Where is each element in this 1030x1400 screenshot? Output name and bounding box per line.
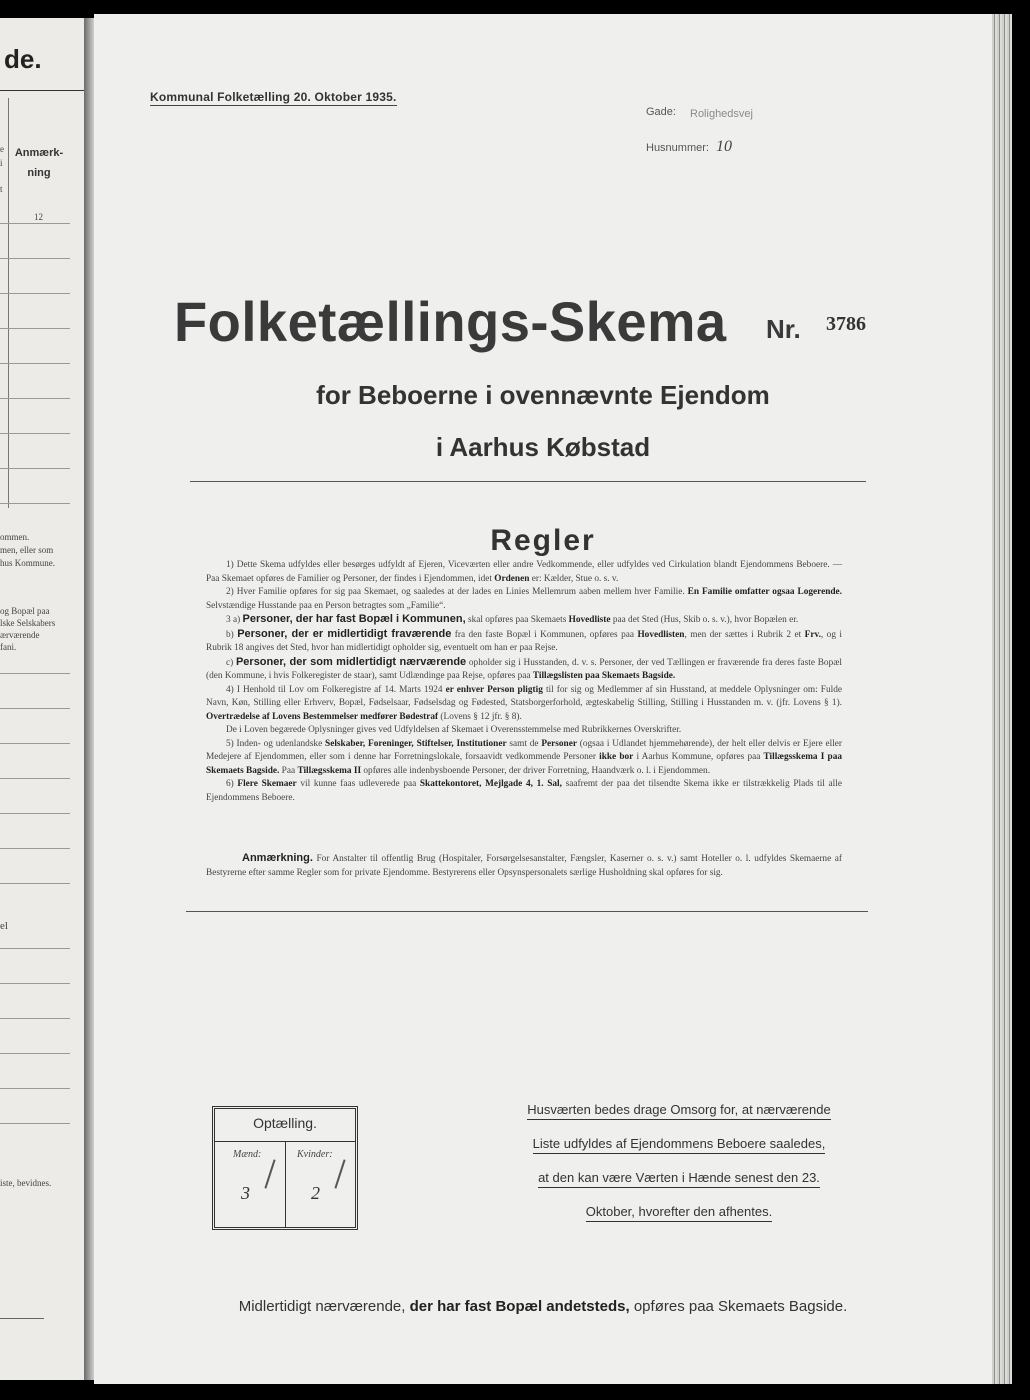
house-number-label: Husnummer: [646,142,709,154]
left-rule [0,848,70,849]
form-subtitle: for Beboerne i ovennævnte Ejendom [316,380,770,410]
men-label: Mænd: [233,1149,262,1160]
left-text-fragment: ommen. [0,532,30,542]
left-text-fragment: lske Selskabers [0,618,56,628]
book-gutter [84,18,94,1380]
left-text-fragment: ærværende [0,630,40,640]
left-rule [0,948,70,949]
note-label: Anmærkning. [242,852,313,864]
note-text: For Anstalter til offentlig Brug (Hospitaler, Forsørgelsesanstalter, Fængsler, Kaserner o. s. v.) samt Hoteller o. l. udfyldes Skemaerne af Bestyrerne efter samme Regler som for private Ejendomme. Bestyrerens eller Opsynspersonalets særlige Husholdning skal opføres for sig. [206,854,842,878]
census-header-label: Kommunal Folketælling 20. Oktober 1935. [150,90,397,104]
rule-5: 5) Inden- og udenlandske Selskaber, Foreninger, Stiftelser, Institutioner samt de Personer (ogsaa i Udlandet hjemmehørende), der helt eller delvis er Ejere eller Medejere af Ejendommen, eller som i denne har Forretningslokale, forsaavidt vedkommende Personer ikke bor i Aarhus Kommune, opføres paa Tillægsskema I paa Skemaets Bagside. Paa Tillægsskema II opføres alle indenbysboende Personer, der driver Forretning, Haandværk o. l. i Ejendommen. [206,738,842,776]
left-column-number: 12 [34,212,43,222]
previous-page-strip [0,18,84,1380]
left-text-fragment: hus Kommune. [0,558,55,568]
count-title: Optælling. [253,1115,317,1131]
rule-6: 6) Flere Skemaer vil kunne faas udleverede paa Skattekontoret, Mejlgade 4, 1. Sal, saafremt der paa det tilsendte Skema ikke er tilstrækkelig Plads til alle Ejendommens Beboere. [206,779,842,803]
left-rule [0,1123,70,1124]
left-rule [0,813,70,814]
rule-2: 2) Hver Familie opføres for sig paa Skemaet, og saaledes at der lades en Linies Mellemrum aaben mellem hver Familie. En Familie omfatter ogsaa Logerende. Selvstændige Husstande paa en Person betragtes som „Familie“. [206,587,842,611]
left-text-fragment: men, eller som [0,545,54,555]
left-rule [0,1018,70,1019]
left-rule [0,223,70,224]
men-count: 3 [241,1183,250,1203]
landlord-notice [514,1096,844,1232]
left-rule [0,328,70,329]
left-rule [0,1053,70,1054]
left-text-fragment: el [0,920,8,932]
left-rule [0,778,70,779]
notice-line: Liste udfyldes af Ejendommens Beboere saaledes, [514,1130,844,1164]
left-rule [0,708,70,709]
left-rule [0,363,70,364]
rules-text [206,559,842,805]
left-rule [0,503,70,504]
checkmark-icon [264,1159,275,1188]
left-text-fragment: iste, bevidnes. [0,1178,52,1188]
form-title: Folketællings-Skema [174,290,727,353]
left-text-fragment: og Bopæl paa [0,606,50,616]
rules-heading: Regler [490,524,596,557]
notice-line: Husværten bedes drage Omsorg for, at nærværende [514,1096,844,1130]
form-number-value: 3786 [826,313,866,335]
stacked-page-edges [992,14,1012,1384]
left-col-letter: e [0,144,4,154]
left-rule [0,433,70,434]
left-rule [0,90,84,91]
count-column-divider [285,1141,286,1227]
rule-3c: c) Personer, der som midlertidigt nærværende opholder sig i Husstanden, d. v. s. Personer, der ved Tællingen er fraværende fra deres faste Bopæl (den Kommune, i hvis Folkeregister de staar), samt Udlændinge paa Rejse, opføres paa Tillægslisten paa Skemaets Bagside. [206,655,843,681]
left-rule [0,293,70,294]
rule-3b: b) Personer, der er midlertidigt fraværende fra den faste Bopæl i Kommunen, opføres paa Hovedlisten, men der sættes i Rubrik 2 et Frv., og i Rubrik 18 angives det Sted, hvor han midlertidigt opholder sig, eventuelt om han er paa Rejse. [206,627,843,653]
left-rule [0,673,70,674]
title-block [174,289,934,354]
notice-line: Oktober, hvorefter den afhentes. [514,1198,844,1232]
left-column-line [8,98,9,508]
title-rule [190,481,866,482]
left-rule [0,983,70,984]
rule-4-cont: De i Loven begærede Oplysninger gives ved Udfyldelsen af Skemaet i Overensstemmelse med Rubrikkernes Overskrifter. [226,725,682,735]
left-col-letter: t [0,184,3,194]
census-form-page [94,14,992,1384]
left-rule [0,258,70,259]
rule-1: 1) Dette Skema udfyldes eller besørges udfyldt af Ejeren, Viceværten eller andre Vedkommende, eller udfyldes ved Cirkulation blandt Ejendommens Beboere. — Paa Skemaet opføres de Familier og Personer, der findes i Ejendommen, idet Ordenen er: Kælder, Stue o. s. v. [206,560,842,584]
form-number-label: Nr. [766,314,801,344]
left-rule [0,883,70,884]
count-box [212,1106,358,1230]
left-heading-fragment: de. [4,44,42,74]
left-rule [0,1088,70,1089]
street-value: Rolighedsvej [690,108,753,120]
rule-4: 4) I Henhold til Lov om Folkeregistre af 14. Marts 1924 er enhver Person pligtig til for sig og Medlemmer af sin Husstand, at meddele Oplysninger om: Fulde Navn, Køn, Stilling eller Erhverv, Bopæl, Fødselsaar, Fødselsdag og Fødested, Statsborgerforhold, ægteskabelig Stilling, Stilling i Husstanden m. v. (jfr. Lovens § 1). Overtrædelse af Lovens Bestemmelser medfører Bødestraf (Lovens § 12 jfr. § 8). [206,684,842,722]
left-text-fragment: fani. [0,642,17,652]
street-label: Gade: [646,106,676,118]
note-rule [186,911,868,912]
notice-line: at den kan være Værten i Hænde senest den 23. [514,1164,844,1198]
footer-note: Midlertidigt nærværende, der har fast Bopæl andetsteds, opføres paa Skemaets Bagside. [238,1298,848,1315]
women-count: 2 [311,1183,320,1203]
left-signature-stroke [0,1318,44,1319]
left-rule [0,743,70,744]
left-rule [0,398,70,399]
women-label: Kvinder: [297,1149,333,1160]
left-rule [0,468,70,469]
left-column-header: Anmærk- ning [14,147,64,179]
form-subtitle-city: i Aarhus Købstad [435,432,651,462]
note-paragraph [206,852,842,880]
left-col-letter: i [0,158,3,168]
rule-3a: 3 a) Personer, der har fast Bopæl i Kommunen, skal opføres paa Skemaets Hovedliste paa det Sted (Hus, Skib o. s. v.), hvor Bopælen er. [226,613,799,625]
house-number-value: 10 [716,138,732,155]
checkmark-icon [334,1159,345,1188]
